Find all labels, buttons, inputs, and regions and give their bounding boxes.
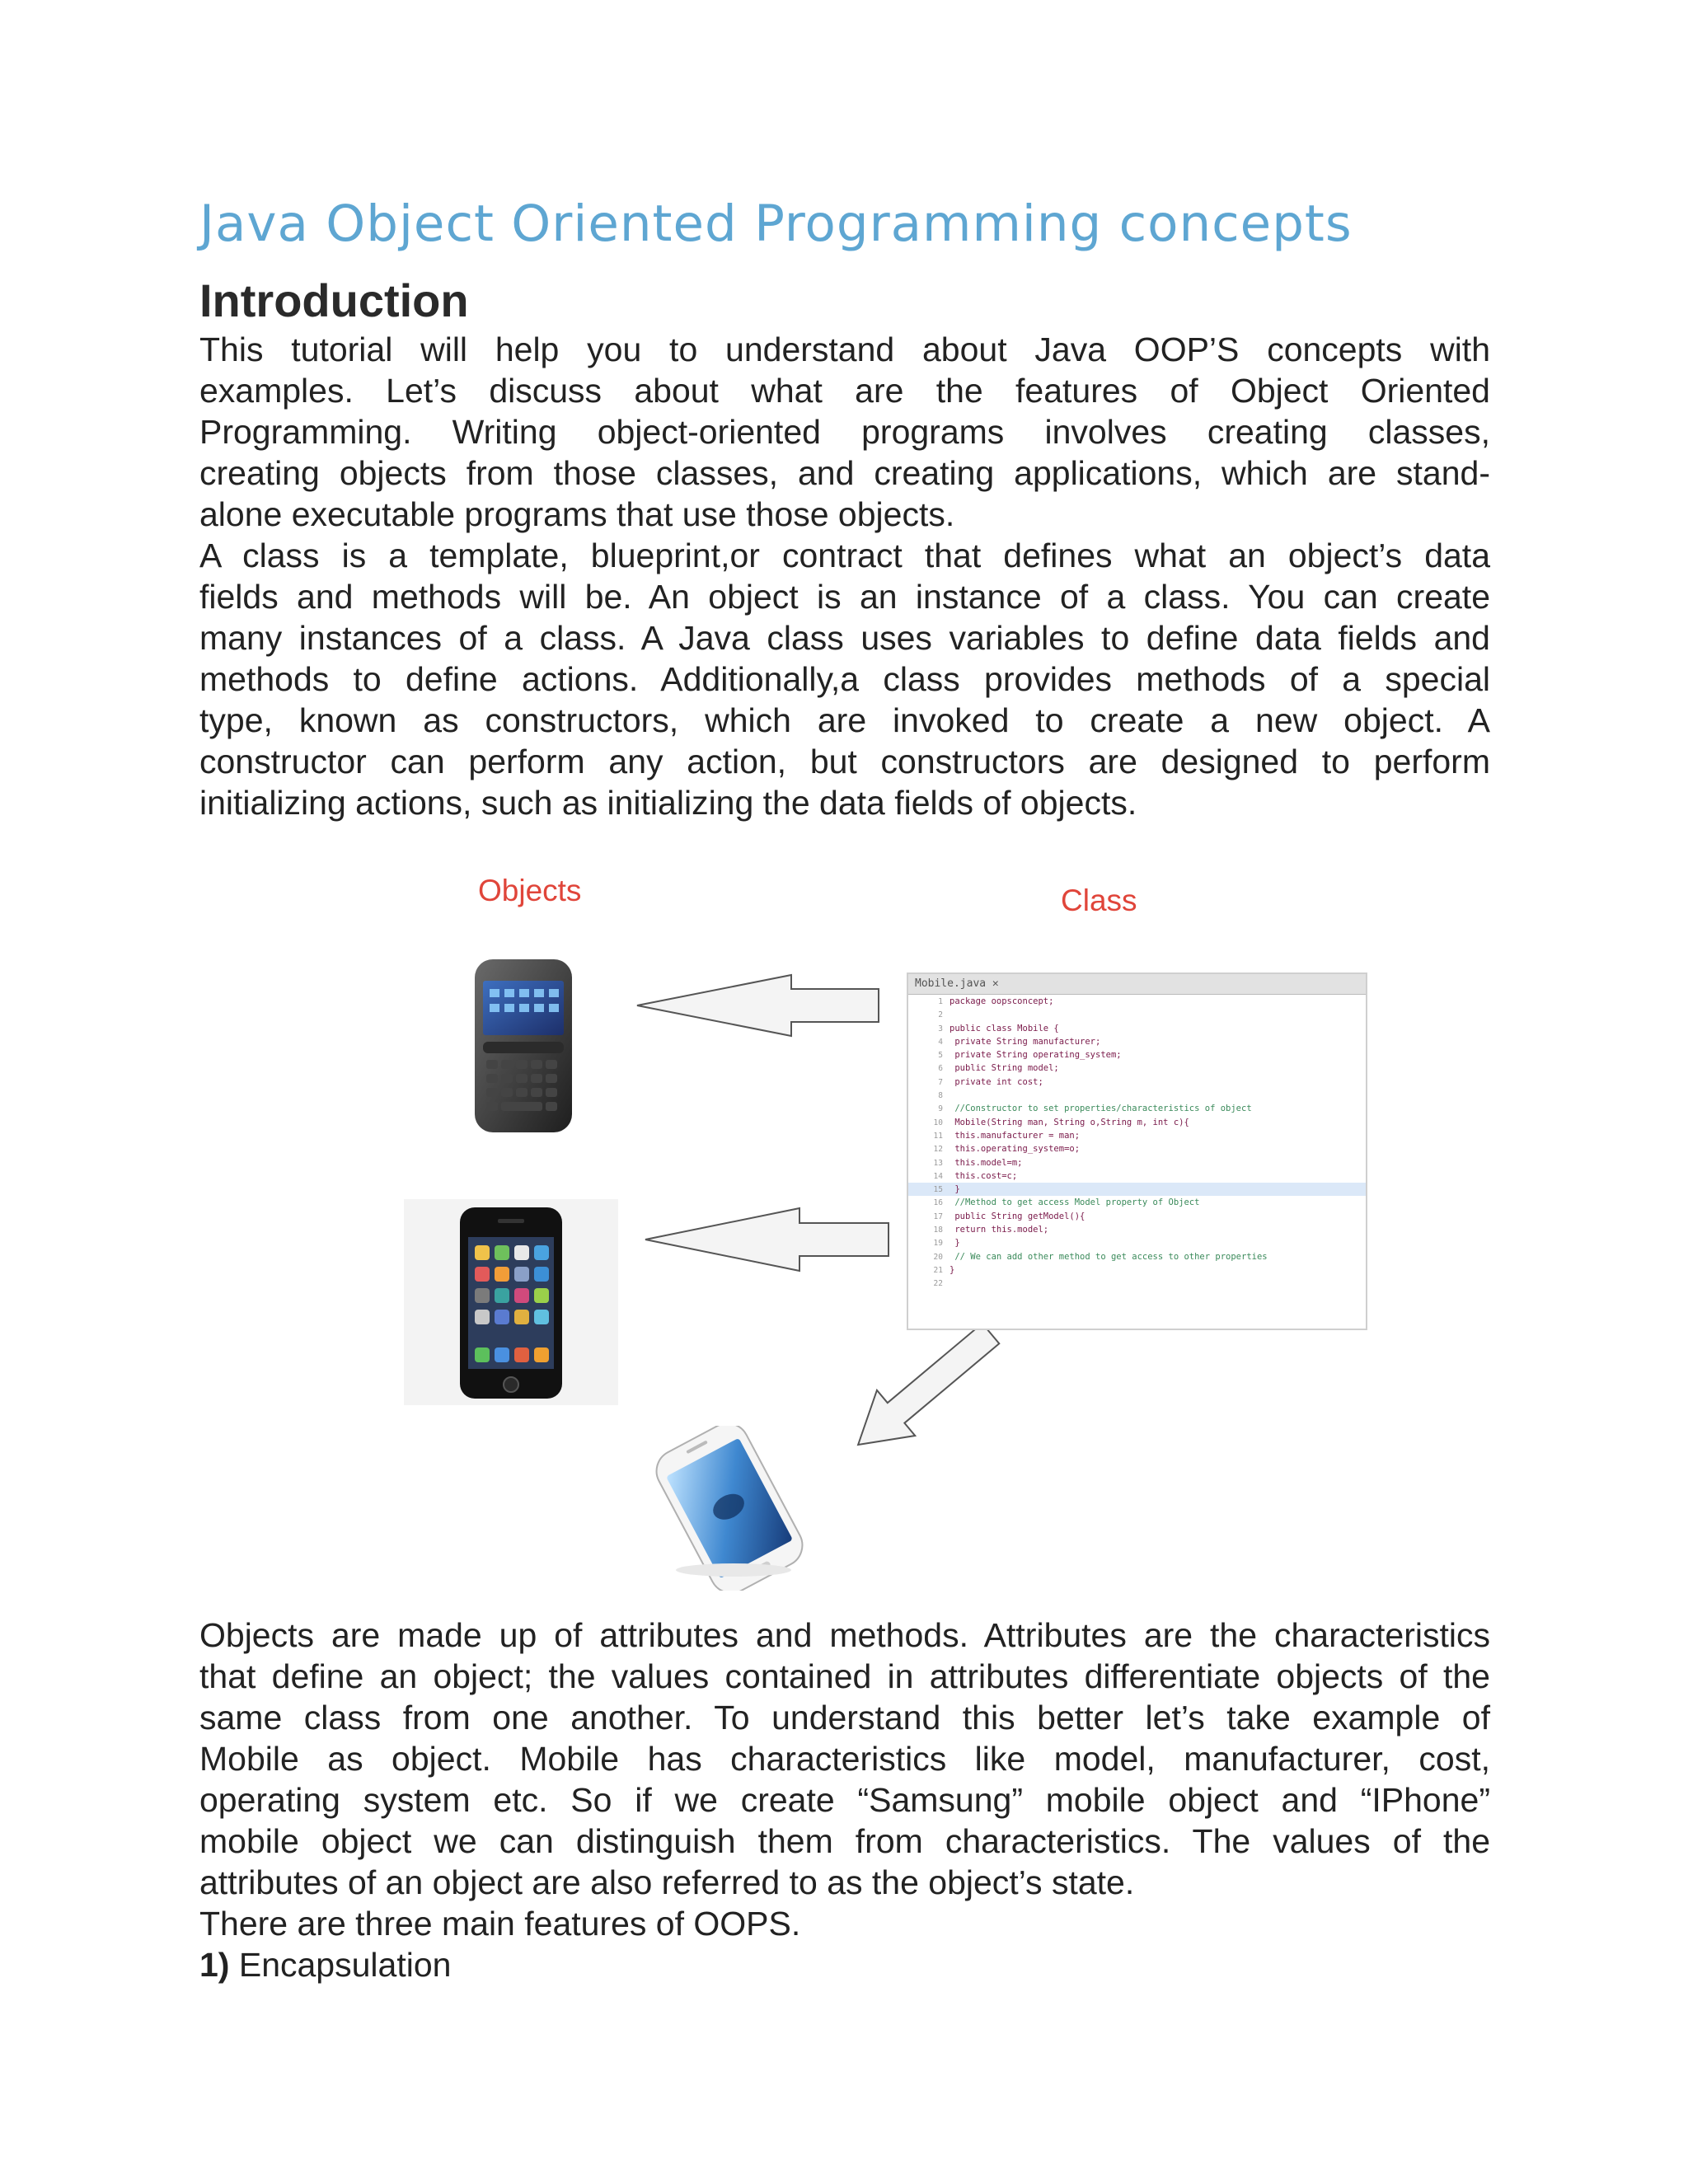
code-text: } [950, 1238, 960, 1249]
code-text: this.cost=c; [950, 1170, 1018, 1181]
list-text: Encapsulation [229, 1946, 452, 1984]
line-number: 4 [938, 1037, 943, 1047]
paragraph-line: Objects are made up of attributes and methods. Attributes are the characteristics [199, 1616, 1490, 1654]
paragraph-line: many instances of a class. A Java class uses variables to define data fields and [199, 619, 1490, 657]
code-text: this.manufacturer = man; [950, 1130, 1081, 1141]
line-number: 19 [933, 1239, 943, 1249]
paragraph-line: attributes of an object are also referred to as the object’s state. [199, 1863, 1135, 1901]
code-line [908, 1210, 1366, 1223]
paragraph-line: methods to define actions. Additionally,a class provides methods of a special [199, 660, 1490, 698]
code-text: private String operating_system; [950, 1050, 1122, 1061]
line-number: 21 [933, 1265, 943, 1275]
arrow-left-2 [645, 1208, 889, 1271]
code-text: } [950, 1184, 960, 1195]
code-line [908, 1076, 1366, 1089]
code-text: public String getModel(){ [950, 1211, 1085, 1221]
code-line [908, 1129, 1366, 1142]
paragraph-line: fields and methods will be. An object is an instance of a class. You can create [199, 578, 1490, 616]
class-paragraph [199, 535, 1490, 823]
paragraph-line: A class is a template, blueprint,or contract that defines what an object’s data [199, 537, 1490, 574]
code-line [908, 1089, 1366, 1102]
list-number: 1) [199, 1946, 230, 1984]
code-text: Mobile(String man, String o,String m, int c){ [950, 1117, 1189, 1127]
code-text: package oopsconcept; [950, 996, 1054, 1006]
code-text: private String manufacturer; [950, 1036, 1101, 1047]
code-text: public class Mobile { [950, 1023, 1059, 1033]
paragraph-line: initializing actions, such as initializing the data fields of objects. [199, 784, 1137, 822]
paragraph-line: same class from one another. To understand this better let’s take example of [199, 1699, 1490, 1736]
paragraph-line: creating objects from those classes, and creating applications, which are stand- [199, 454, 1490, 492]
paragraph-line: that define an object; the values contained in attributes differentiate objects of the [199, 1657, 1490, 1695]
code-text: this.model=m; [950, 1157, 1023, 1168]
code-text: //Constructor to set properties/characteristics of object [950, 1104, 1252, 1114]
line-number: 7 [938, 1077, 943, 1087]
code-text: this.operating_system=o; [950, 1144, 1081, 1155]
code-line [908, 1035, 1366, 1048]
arrow-left-1 [637, 975, 879, 1036]
line-number: 20 [933, 1252, 943, 1262]
line-number: 2 [938, 1010, 943, 1020]
document-title: Java Object Oriented Programming concepts [199, 194, 1353, 253]
paragraph-line: This tutorial will help you to understand about Java OOP’S concepts with [199, 330, 1490, 368]
paragraph-line: Programming. Writing object-oriented programs involves creating classes, [199, 413, 1490, 451]
samsung-phone-image [635, 1426, 824, 1591]
code-line [908, 1048, 1366, 1062]
code-text: } [950, 1264, 955, 1275]
code-text: return this.model; [950, 1225, 1049, 1235]
code-editor-body [908, 995, 1366, 1291]
code-text: private int cost; [950, 1076, 1043, 1087]
code-line [908, 1102, 1366, 1115]
iphone-phone-image [404, 1199, 618, 1405]
blackberry-phone-image [470, 956, 577, 1137]
line-number: 5 [938, 1051, 943, 1061]
arrow-to-blackberry [882, 999, 892, 1009]
intro-paragraph [199, 329, 1490, 535]
line-number: 9 [938, 1104, 943, 1114]
code-line [908, 1008, 1366, 1021]
line-number: 1 [938, 997, 943, 1006]
line-number: 3 [938, 1024, 943, 1033]
code-line [908, 1236, 1366, 1249]
line-number: 11 [933, 1131, 943, 1141]
code-line [908, 1022, 1366, 1035]
code-line [908, 1196, 1366, 1209]
list-item-encapsulation [199, 1944, 1490, 1985]
line-number: 22 [933, 1279, 943, 1289]
class-label: Class [1061, 883, 1137, 917]
line-number: 14 [933, 1171, 943, 1181]
features-paragraph [199, 1903, 1490, 1944]
code-text: //Method to get access Model property of Object [950, 1197, 1200, 1208]
paragraph-line: mobile object we can distinguish them from characteristics. The values of the [199, 1822, 1490, 1860]
code-line [908, 1223, 1366, 1236]
code-editor-window [907, 972, 1367, 1330]
paragraph-line: type, known as constructors, which are invoked to create a new object. A [199, 701, 1490, 739]
line-number: 12 [933, 1145, 943, 1155]
code-line [908, 1156, 1366, 1169]
line-number: 6 [938, 1064, 943, 1074]
code-line [908, 1263, 1366, 1277]
arrow-diagonal [839, 1310, 1010, 1467]
section-heading: Introduction [199, 274, 469, 326]
objects-label: Objects [478, 874, 582, 907]
code-line [908, 1250, 1366, 1263]
paragraph-line: Mobile as object. Mobile has characteristics like model, manufacturer, cost, [199, 1740, 1490, 1778]
code-editor-tab: Mobile.java ✕ [908, 974, 1366, 995]
objects-class-figure [387, 857, 1376, 1599]
line-number: 13 [933, 1158, 943, 1168]
code-line [908, 1116, 1366, 1129]
line-number: 15 [933, 1185, 943, 1195]
line-number: 18 [933, 1226, 943, 1235]
code-line [908, 1062, 1366, 1075]
code-line [908, 995, 1366, 1008]
line-number: 8 [938, 1091, 943, 1101]
paragraph-line: examples. Let’s discuss about what are the features of Object Oriented [199, 372, 1490, 410]
code-line [908, 1142, 1366, 1155]
line-number: 16 [933, 1198, 943, 1208]
line-number: 10 [933, 1118, 943, 1127]
paragraph-line: operating system etc. So if we create “Samsung” mobile object and “IPhone” [199, 1781, 1490, 1819]
paragraph-line: There are three main features of OOPS. [199, 1905, 801, 1943]
code-text: public String model; [950, 1063, 1059, 1074]
paragraph-line: alone executable programs that use those objects. [199, 495, 955, 533]
objects-paragraph [199, 1615, 1490, 1903]
paragraph-line: constructor can perform any action, but constructors are designed to perform [199, 743, 1490, 780]
line-number: 17 [933, 1212, 943, 1221]
code-line [908, 1169, 1366, 1183]
code-line [908, 1183, 1366, 1196]
code-line [908, 1277, 1366, 1290]
code-text: // We can add other method to get access to other properties [950, 1251, 1268, 1262]
